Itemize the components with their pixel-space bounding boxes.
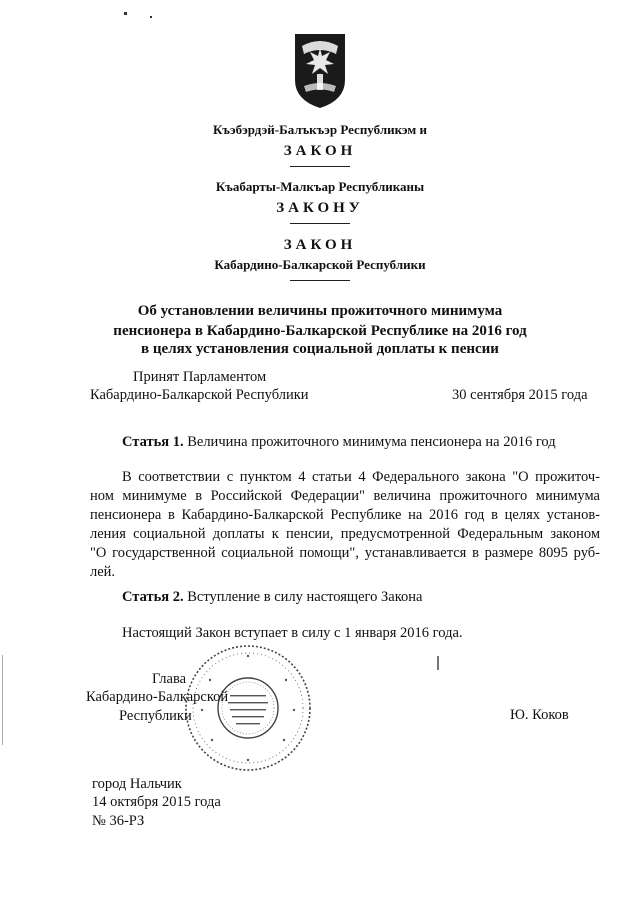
article-1-line: ления социальной доплаты к пенсии, предусмотренной Федеральным законом — [90, 526, 600, 542]
signatory-title-line-3: Республики — [119, 708, 192, 724]
article-2-body: Настоящий Закон вступает в силу с 1 января 2016 года. — [122, 625, 463, 641]
law-title-line-1: Об установлении величины прожиточного минимума — [137, 303, 503, 319]
law-title-line-3: в целях установления социальной доплаты к пенсии — [141, 341, 499, 357]
article-1-line: лей. — [90, 564, 116, 580]
kabardian-law-heading: ЗАКОН — [283, 143, 357, 159]
signatory-title-line-2: Кабардино-Балкарской — [86, 689, 229, 705]
russian-law-heading: ЗАКОН — [283, 237, 357, 253]
article-1-line: "О государственной социальной помощи", устанавливается в размере 8095 руб- — [90, 545, 600, 561]
divider — [290, 223, 350, 224]
article-1-line: В соответствии с пунктом 4 статьи 4 Федерального закона "О прожиточ- — [122, 469, 600, 485]
divider — [290, 280, 350, 281]
balkar-law-heading: ЗАКОНУ — [276, 200, 364, 216]
article-1-title: Величина прожиточного минимума пенсионера на 2016 год — [187, 434, 556, 450]
footer-number: № 36-РЗ — [92, 813, 145, 829]
kabardian-republic-line: Къэбэрдэй-Балъкъэр Республикэм и — [212, 122, 428, 137]
article-2-heading — [122, 589, 422, 606]
article-2-label: Статья 2. — [122, 589, 184, 605]
law-title-line-2: пенсионера в Кабардино-Балкарской Республике на 2016 год — [113, 323, 527, 339]
divider — [290, 166, 350, 167]
signatory-name: Ю. Коков — [510, 707, 569, 723]
signatory-title-line-1: Глава — [152, 671, 187, 687]
footer-date: 14 октября 2015 года — [92, 794, 221, 810]
scan-speck — [150, 16, 152, 18]
scan-speck — [2, 655, 3, 745]
coat-of-arms-emblem — [292, 30, 348, 110]
adoption-date: 30 сентября 2015 года — [452, 387, 588, 403]
scan-speck — [124, 12, 127, 15]
adopted-by-parliament: Принят Парламентом — [133, 369, 267, 385]
article-1-line: ном минимуме в Российской Федерации" величина прожиточного минимума — [90, 488, 600, 504]
article-1-heading — [122, 434, 556, 451]
footer-city: город Нальчик — [92, 776, 182, 792]
russian-republic-line: Кабардино-Балкарской Республики — [214, 257, 426, 272]
adopted-by-republic: Кабардино-Балкарской Республики — [90, 387, 309, 403]
balkar-republic-line: Къабарты-Малкъар Республиканы — [215, 179, 425, 194]
article-1-label: Статья 1. — [122, 434, 184, 450]
scan-speck — [437, 656, 439, 670]
official-seal — [180, 640, 316, 776]
article-2-title: Вступление в силу настоящего Закона — [187, 589, 423, 605]
article-1-body — [90, 468, 600, 582]
article-1-line: пенсионера в Кабардино-Балкарской Республике на 2016 год в целях установ- — [90, 507, 600, 523]
